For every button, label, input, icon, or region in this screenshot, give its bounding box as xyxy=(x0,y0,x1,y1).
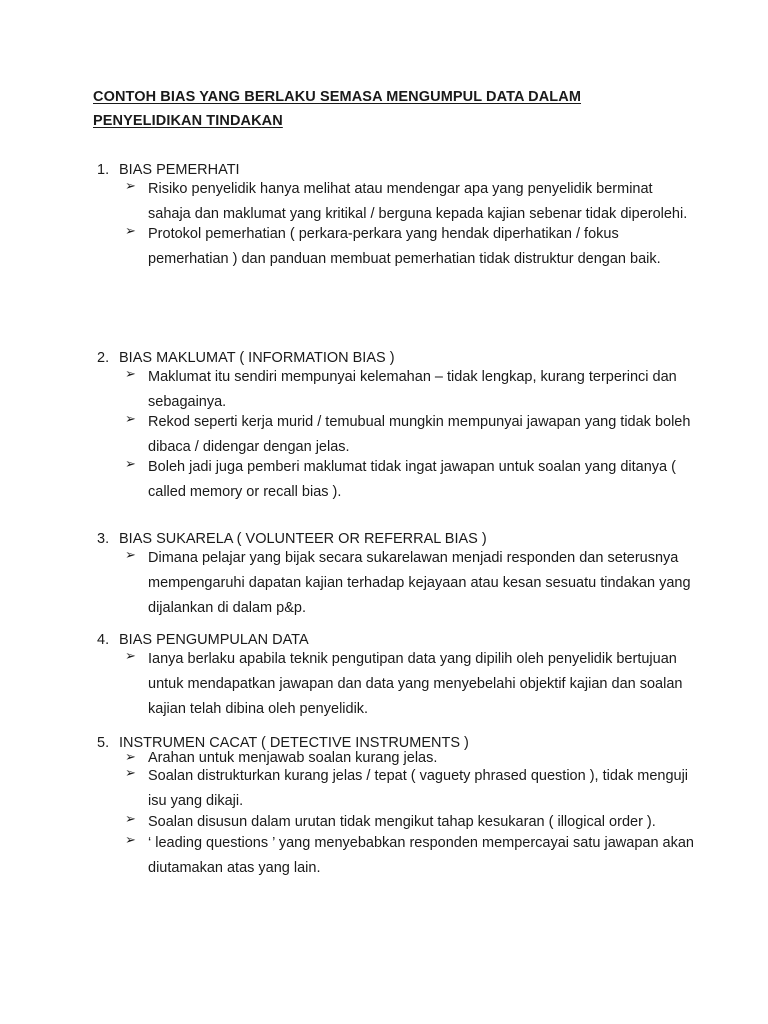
document-title-line-1: CONTOH BIAS YANG BERLAKU SEMASA MENGUMPUL DATA DALAM xyxy=(93,89,582,105)
list-item: ➢ Arahan untuk menjawab soalan kurang jelas. xyxy=(125,749,438,766)
list-item: ➢ Boleh jadi juga pemberi maklumat tidak ingat jawapan untuk soalan yang ditanya ( called memory or recall bias ). xyxy=(125,456,676,500)
arrowhead-bullet-icon: ➢ xyxy=(125,765,136,780)
arrowhead-bullet-icon: ➢ xyxy=(125,456,136,471)
section-number: 1. xyxy=(97,162,110,178)
arrowhead-bullet-icon: ➢ xyxy=(125,648,136,663)
section-number: 3. xyxy=(97,531,110,547)
section-bias-pemerhati xyxy=(97,161,697,272)
section-instrumen-cacat xyxy=(97,734,697,881)
arrowhead-bullet-icon: ➢ xyxy=(125,832,136,847)
arrowhead-bullet-icon: ➢ xyxy=(125,811,136,826)
section-bias-pengumpulan-data xyxy=(97,631,697,722)
document-title-line-2: PENYELIDIKAN TINDAKAN xyxy=(93,113,283,129)
list-item: ➢ Maklumat itu sendiri mempunyai kelemahan – tidak lengkap, kurang terperinci dan sebagainya. xyxy=(125,366,677,410)
arrowhead-bullet-icon: ➢ xyxy=(125,411,136,426)
section-title: BIAS PEMERHATI xyxy=(119,162,240,178)
arrowhead-bullet-icon: ➢ xyxy=(125,178,136,193)
list-item: ➢ Ianya berlaku apabila teknik pengutipan data yang dipilih oleh penyelidik bertujuan untuk mendapatkan jawapan dan data yang menyebelahi objektif kajian dan soalan kajian telah dibina oleh penyelidik. xyxy=(125,648,683,717)
section-number: 5. xyxy=(97,735,110,751)
list-item: ➢ ‘ leading questions ’ yang menyebabkan responden mempercayai satu jawapan akan diutamakan atas yang lain. xyxy=(125,832,694,876)
section-number: 4. xyxy=(97,632,110,648)
list-item: ➢ Soalan distrukturkan kurang jelas / tepat ( vaguety phrased question ), tidak menguji isu yang dikaji. xyxy=(125,765,689,809)
section-bias-sukarela xyxy=(97,530,697,621)
arrowhead-bullet-icon: ➢ xyxy=(125,547,136,562)
section-title: BIAS PENGUMPULAN DATA xyxy=(119,632,309,648)
section-title: INSTRUMEN CACAT ( DETECTIVE INSTRUMENTS ) xyxy=(119,735,469,751)
section-number: 2. xyxy=(97,350,110,366)
arrowhead-bullet-icon: ➢ xyxy=(125,223,136,238)
arrowhead-bullet-icon: ➢ xyxy=(125,749,136,764)
list-item: ➢ Dimana pelajar yang bijak secara sukarelawan menjadi responden dan seterusnya mempengaruhi dapatan kajian terhadap kejayaan atau kesan sesuatu tindakan yang dijalankan di dalam p&p. xyxy=(125,547,691,616)
section-bias-maklumat xyxy=(97,349,697,505)
list-item: ➢ Risiko penyelidik hanya melihat atau mendengar apa yang penyelidik berminat sahaja dan maklumat yang kritikal / berguna kepada kajian sebenar tidak diperolehi. xyxy=(125,178,688,222)
section-title: BIAS MAKLUMAT ( INFORMATION BIAS ) xyxy=(119,350,395,366)
arrowhead-bullet-icon: ➢ xyxy=(125,366,136,381)
list-item: ➢ Rekod seperti kerja murid / temubual mungkin mempunyai jawapan yang tidak boleh dibaca / didengar dengan jelas. xyxy=(125,411,691,455)
section-title: BIAS SUKARELA ( VOLUNTEER OR REFERRAL BIAS ) xyxy=(119,531,487,547)
list-item: ➢ Protokol pemerhatian ( perkara-perkara yang hendak diperhatikan / fokus pemerhatian ) dan panduan membuat pemerhatian tidak distruktur dengan baik. xyxy=(125,223,661,267)
list-item: ➢ Soalan disusun dalam urutan tidak mengikut tahap kesukaran ( illogical order ). xyxy=(125,811,656,830)
